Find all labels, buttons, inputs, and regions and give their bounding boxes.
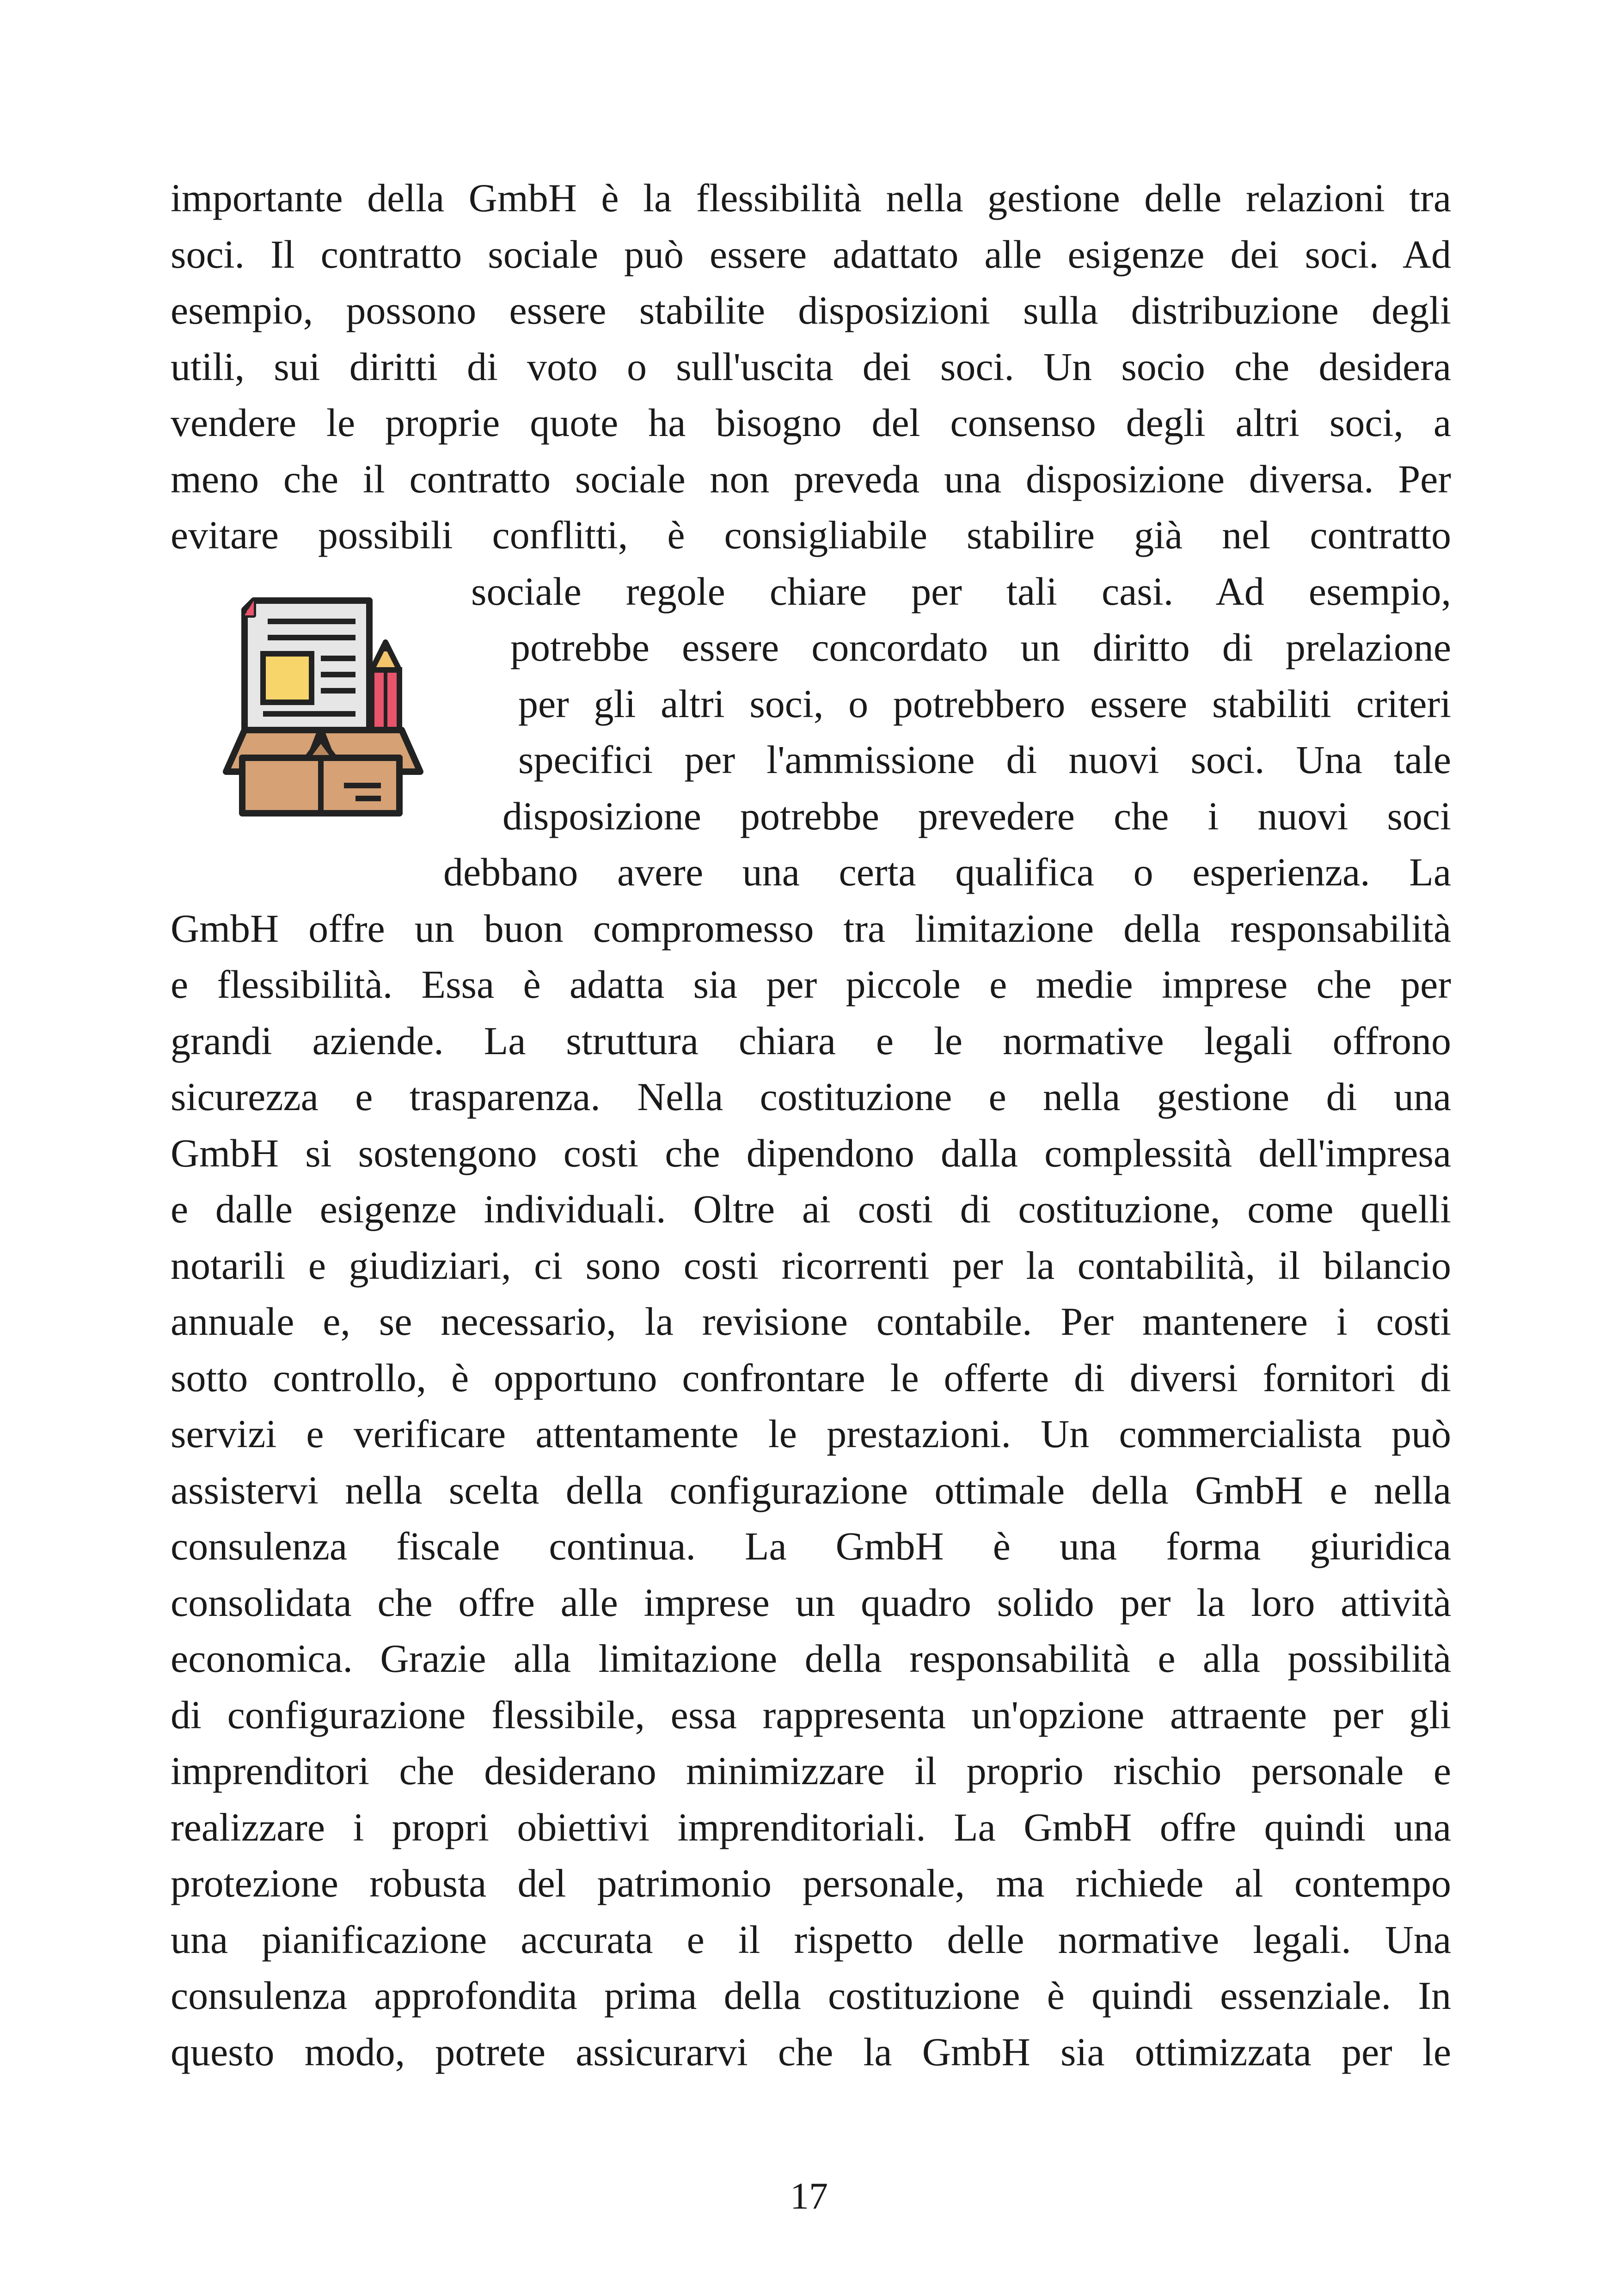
text-line: potrebbe essere concordato un diritto di prelazione bbox=[510, 625, 1451, 669]
text-line: e flessibilità. Essa è adatta sia per piccole e medie imprese che per bbox=[171, 962, 1451, 1007]
text-line: sociale regole chiare per tali casi. Ad esempio, bbox=[471, 569, 1451, 614]
text-line: specifici per l'ammissione di nuovi soci. Una tale bbox=[518, 737, 1451, 782]
text-line: realizzare i propri obiettivi imprenditoriali. La GmbH offre quindi una bbox=[171, 1805, 1451, 1849]
text-line: grandi aziende. La struttura chiara e le normative legali offrono bbox=[171, 1018, 1451, 1063]
text-line: servizi e verificare attentamente le prestazioni. Un commercialista può bbox=[171, 1412, 1451, 1456]
document-box-icon bbox=[217, 591, 429, 823]
text-line: sicurezza e trasparenza. Nella costituzione e nella gestione di una bbox=[171, 1074, 1451, 1119]
text-line: assistervi nella scelta della configurazione ottimale della GmbH e nella bbox=[171, 1467, 1451, 1512]
text-line: importante della GmbH è la flessibilità nella gestione delle relazioni tra bbox=[171, 176, 1451, 220]
text-line: imprenditori che desiderano minimizzare il proprio rischio personale e bbox=[171, 1749, 1451, 1793]
body-text bbox=[171, 170, 1451, 2080]
text-line: consulenza fiscale continua. La GmbH è una forma giuridica bbox=[171, 1524, 1451, 1568]
text-line: consolidata che offre alle imprese un quadro solido per la loro attività bbox=[171, 1580, 1451, 1625]
text-line: evitare possibili conflitti, è consigliabile stabilire già nel contratto bbox=[171, 513, 1451, 557]
text-line: consulenza approfondita prima della costituzione è quindi essenziale. In bbox=[171, 1973, 1451, 2018]
text-line: debbano avere una certa qualifica o esperienza. La bbox=[443, 850, 1451, 894]
page-number: 17 bbox=[790, 2175, 828, 2217]
text-line: di configurazione flessibile, essa rappresenta un'opzione attraente per gli bbox=[171, 1692, 1451, 1737]
text-line: e dalle esigenze individuali. Oltre ai costi di costituzione, come quelli bbox=[171, 1187, 1451, 1231]
text-line: protezione robusta del patrimonio personale, ma richiede al contempo bbox=[171, 1861, 1451, 1905]
text-line: annuale e, se necessario, la revisione contabile. Per mantenere i costi bbox=[171, 1299, 1451, 1344]
text-line: economica. Grazie alla limitazione della responsabilità e alla possibilità bbox=[171, 1636, 1451, 1681]
wrapped-region bbox=[171, 564, 1451, 901]
text-line: GmbH offre un buon compromesso tra limitazione della responsabilità bbox=[171, 906, 1451, 951]
text-line: soci. Il contratto sociale può essere adattato alle esigenze dei soci. Ad bbox=[171, 232, 1451, 276]
text-line: utili, sui diritti di voto o sull'uscita dei soci. Un socio che desidera bbox=[171, 344, 1451, 389]
text-line: per gli altri soci, o potrebbero essere stabiliti criteri bbox=[518, 681, 1451, 726]
text-line: GmbH si sostengono costi che dipendono dalla complessità dell'impresa bbox=[171, 1130, 1451, 1175]
text-line: notarili e giudiziari, ci sono costi ricorrenti per la contabilità, il bilancio bbox=[171, 1243, 1451, 1288]
text-line: meno che il contratto sociale non preveda una disposizione diversa. Per bbox=[171, 456, 1451, 501]
text-line: una pianificazione accurata e il rispetto delle normative legali. Una bbox=[171, 1917, 1451, 1962]
text-line: sotto controllo, è opportuno confrontare le offerte di diversi fornitori di bbox=[171, 1355, 1451, 1400]
text-line: disposizione potrebbe prevedere che i nuovi soci bbox=[503, 793, 1451, 838]
text-line: vendere le proprie quote ha bisogno del consenso degli altri soci, a bbox=[171, 400, 1451, 445]
text-line: questo modo, potrete assicurarvi che la GmbH sia ottimizzata per le bbox=[171, 2029, 1451, 2074]
text-line: esempio, possono essere stabilite disposizioni sulla distribuzione degli bbox=[171, 288, 1451, 332]
